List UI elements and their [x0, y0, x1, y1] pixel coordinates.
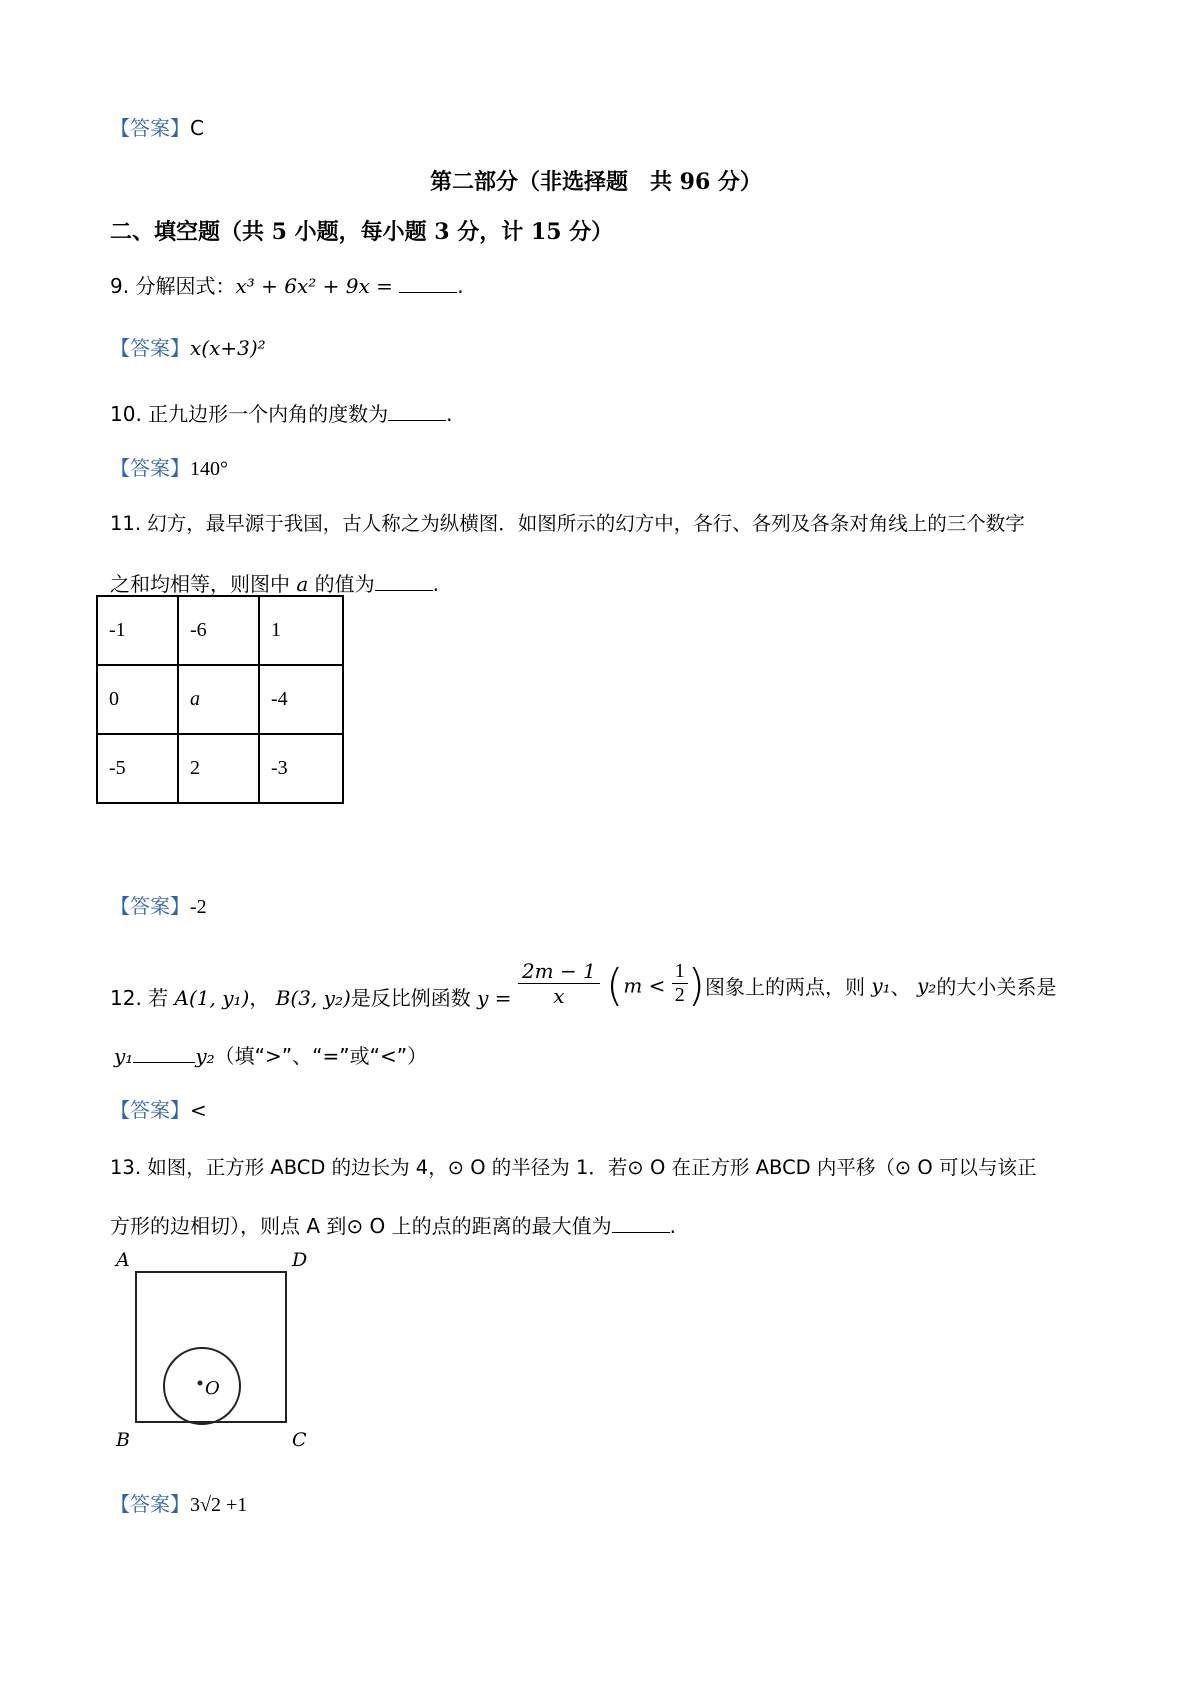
- point-a: A(1, y₁): [174, 986, 250, 1010]
- answer-tag: 【答案】: [110, 1098, 190, 1122]
- variable-a: a: [296, 572, 309, 596]
- var-y1: y₁: [114, 1044, 134, 1068]
- answer-9: [110, 332, 266, 361]
- label-b: B: [116, 1429, 130, 1451]
- magic-square-table: [96, 595, 344, 804]
- fraction-numerator: 1: [672, 960, 688, 984]
- answer-blank: [133, 1044, 195, 1063]
- question-text: 图象上的两点，则: [704, 975, 865, 999]
- label-a: A: [116, 1250, 130, 1271]
- question-text: 的大小关系是: [936, 975, 1057, 999]
- question-text: 9. 分解因式：: [110, 274, 236, 298]
- question-9: [110, 270, 464, 299]
- answer-tag: 【答案】: [110, 116, 190, 140]
- section-title: 二、填空题（共 5 小题，每小题 3 分，计 15 分）: [110, 219, 614, 245]
- table-row: [97, 665, 343, 734]
- question-11-line1: 11. 幻方，最早源于我国，古人称之为纵横图．如图所示的幻方中，各行、各列及各条对角线上的三个数字: [110, 512, 1025, 535]
- table-row: [97, 734, 343, 803]
- separator: ，: [249, 986, 270, 1010]
- fraction-numerator: 2m − 1: [518, 959, 600, 984]
- question-13-line1: 13. 如图，正方形 ABCD 的边长为 4，⊙ O 的半径为 1．若⊙ O 在正方形 ABCD 内平移（⊙ O 可以与该正: [110, 1156, 1037, 1179]
- fraction-denominator: x: [553, 984, 565, 1008]
- part-title: 第二部分（非选择题 共 96 分）: [430, 169, 762, 195]
- table-cell: -1: [97, 596, 178, 665]
- point-b: B(3, y₂): [275, 986, 351, 1010]
- table-cell: -5: [97, 734, 178, 803]
- square-circle-figure: [112, 1250, 332, 1470]
- answer-value: 3√2 +1: [190, 1494, 248, 1516]
- question-tail: .: [432, 572, 440, 596]
- table-cell: -3: [259, 734, 343, 803]
- answer-11: [110, 890, 207, 919]
- answer-blank: [612, 1214, 670, 1233]
- table-cell: 0: [97, 665, 178, 734]
- question-text: 之和均相等，则图中: [110, 572, 290, 596]
- table-cell: -6: [178, 596, 259, 665]
- var-y2: y₂: [195, 1044, 215, 1068]
- question-13-line2: [110, 1210, 676, 1239]
- answer-13: [110, 1488, 247, 1517]
- answer-10: [110, 452, 228, 481]
- answer-value: x(x+3)²: [190, 336, 266, 360]
- answer-tag: 【答案】: [110, 894, 190, 918]
- math-expression: x³ + 6x² + 9x =: [235, 274, 393, 298]
- answer-tag: 【答案】: [110, 456, 190, 480]
- table-cell: 2: [178, 734, 259, 803]
- question-tail: .: [446, 402, 453, 426]
- square-abcd: [136, 1272, 286, 1422]
- question-tail: .: [669, 1214, 676, 1238]
- question-12-line2: [114, 1040, 427, 1069]
- table-cell: -4: [259, 665, 343, 734]
- question-12-line1: [110, 960, 1056, 1020]
- answer-tag: 【答案】: [110, 1492, 190, 1516]
- answer-value: C: [190, 116, 204, 140]
- answer-blank: [388, 402, 446, 421]
- fraction-function: [518, 959, 600, 1008]
- var-y2: y₂: [917, 973, 937, 998]
- question-text: 的值为: [314, 572, 375, 596]
- fraction-half: [672, 960, 688, 1007]
- question-text: 是反比例函数: [350, 986, 471, 1010]
- answer-value: -2: [190, 896, 207, 918]
- left-paren: (: [606, 960, 624, 1011]
- question-text: 10. 正九边形一个内角的度数为: [110, 402, 389, 426]
- question-11-line2: [110, 568, 439, 597]
- answer-12: [110, 1094, 207, 1123]
- answer-8: [110, 112, 204, 141]
- table-cell: 1: [259, 596, 343, 665]
- fraction-denominator: 2: [674, 984, 685, 1006]
- label-c: C: [292, 1429, 307, 1451]
- question-10: [110, 398, 453, 427]
- separator: 、: [890, 975, 911, 999]
- question-text: 12. 若: [110, 986, 169, 1010]
- question-tail: .: [457, 274, 464, 298]
- answer-tag: 【答案】: [110, 336, 190, 360]
- right-paren: ): [687, 960, 705, 1011]
- table-cell: a: [178, 665, 259, 734]
- answer-value: <: [190, 1098, 207, 1122]
- question-text: （填“>”、“=”或“<”）: [214, 1044, 428, 1068]
- function-lhs: y =: [477, 986, 512, 1010]
- answer-blank: [399, 274, 457, 293]
- circle-o: [164, 1348, 240, 1424]
- answer-value: 140°: [190, 458, 228, 480]
- var-y1: y₁: [871, 973, 891, 998]
- answer-blank: [375, 572, 433, 591]
- table-row: [97, 596, 343, 665]
- center-point-o: [198, 1381, 203, 1386]
- condition: m <: [623, 973, 666, 998]
- label-o: O: [205, 1378, 220, 1399]
- question-text: 方形的边相切），则点 A 到⊙ O 上的点的距离的最大值为: [110, 1214, 612, 1238]
- label-d: D: [292, 1250, 308, 1271]
